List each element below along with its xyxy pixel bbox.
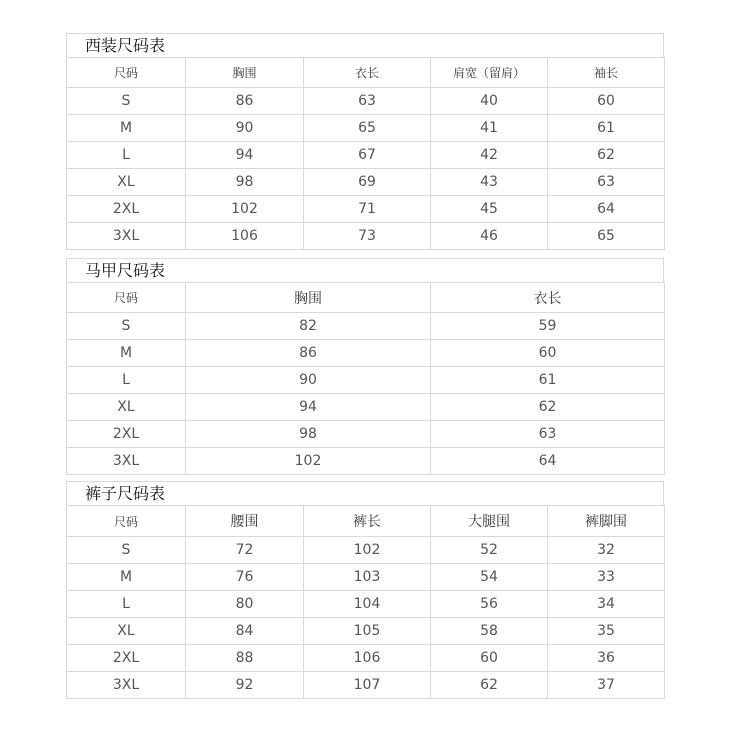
table-cell: 98: [186, 421, 431, 448]
table-cell: 92: [186, 672, 304, 699]
table-cell: 86: [186, 88, 304, 115]
table-row: [67, 142, 665, 169]
table-row: [67, 672, 665, 699]
table-cell: 69: [304, 169, 431, 196]
table-row: [67, 421, 665, 448]
table-cell: 45: [431, 196, 548, 223]
table-cell: 65: [304, 115, 431, 142]
table-cell: 62: [548, 142, 665, 169]
table-row: [67, 313, 665, 340]
table-cell: 65: [548, 223, 665, 250]
table-row: [67, 564, 665, 591]
table-cell: S: [67, 313, 186, 340]
table-cell: 37: [548, 672, 665, 699]
header-thigh: 大腿围: [431, 506, 548, 537]
table-cell: 90: [186, 115, 304, 142]
table-cell: S: [67, 88, 186, 115]
table-cell: 63: [304, 88, 431, 115]
table-cell: L: [67, 591, 186, 618]
table-cell: 67: [304, 142, 431, 169]
table-cell: 60: [431, 645, 548, 672]
header-pant-length: 裤长: [304, 506, 431, 537]
table-cell: 46: [431, 223, 548, 250]
table-row: [67, 591, 665, 618]
table-row: [67, 115, 665, 142]
table-cell: 94: [186, 142, 304, 169]
header-length: 衣长: [431, 283, 665, 313]
table-cell: M: [67, 564, 186, 591]
suit-size-table: [66, 57, 665, 250]
header-hem: 裤脚围: [548, 506, 665, 537]
table-cell: 2XL: [67, 645, 186, 672]
table-cell: 102: [186, 196, 304, 223]
table-cell: 63: [431, 421, 665, 448]
table-cell: 106: [186, 223, 304, 250]
table-cell: 33: [548, 564, 665, 591]
table-cell: 71: [304, 196, 431, 223]
header-length: 衣长: [304, 58, 431, 88]
table-cell: L: [67, 367, 186, 394]
table-cell: 62: [431, 672, 548, 699]
table-cell: 82: [186, 313, 431, 340]
table-cell: XL: [67, 169, 186, 196]
table-cell: 62: [431, 394, 665, 421]
table-cell: 94: [186, 394, 431, 421]
table-cell: 35: [548, 618, 665, 645]
table-row: [67, 394, 665, 421]
table-cell: 80: [186, 591, 304, 618]
table-row: [67, 223, 665, 250]
table-header-row: [67, 283, 665, 313]
table-cell: 2XL: [67, 421, 186, 448]
table-row: [67, 448, 665, 475]
table-row: [67, 367, 665, 394]
table-cell: 84: [186, 618, 304, 645]
table-header-row: [67, 58, 665, 88]
header-sleeve: 袖长: [548, 58, 665, 88]
table-row: [67, 169, 665, 196]
table-cell: 106: [304, 645, 431, 672]
table-cell: 88: [186, 645, 304, 672]
table-cell: 40: [431, 88, 548, 115]
table-cell: 43: [431, 169, 548, 196]
table-cell: 32: [548, 537, 665, 564]
table-cell: 41: [431, 115, 548, 142]
header-size: 尺码: [67, 283, 186, 313]
table-cell: 61: [548, 115, 665, 142]
table-cell: S: [67, 537, 186, 564]
table-cell: 3XL: [67, 448, 186, 475]
table-cell: 56: [431, 591, 548, 618]
header-shoulder: 肩宽（留肩）: [431, 58, 548, 88]
table-cell: 103: [304, 564, 431, 591]
table-cell: 63: [548, 169, 665, 196]
table-cell: 3XL: [67, 223, 186, 250]
table-cell: 105: [304, 618, 431, 645]
table-cell: 60: [431, 340, 665, 367]
table-row: [67, 537, 665, 564]
pants-section-title: 裤子尺码表: [66, 481, 664, 505]
table-cell: 73: [304, 223, 431, 250]
header-chest: 胸围: [186, 283, 431, 313]
table-cell: 54: [431, 564, 548, 591]
table-cell: 42: [431, 142, 548, 169]
table-cell: 90: [186, 367, 431, 394]
header-chest: 胸围: [186, 58, 304, 88]
table-cell: 36: [548, 645, 665, 672]
table-cell: 2XL: [67, 196, 186, 223]
table-cell: M: [67, 340, 186, 367]
table-cell: 102: [304, 537, 431, 564]
vest-section-title: 马甲尺码表: [66, 258, 664, 282]
table-cell: 61: [431, 367, 665, 394]
table-cell: 52: [431, 537, 548, 564]
table-cell: L: [67, 142, 186, 169]
header-size: 尺码: [67, 506, 186, 537]
header-size: 尺码: [67, 58, 186, 88]
table-cell: 59: [431, 313, 665, 340]
table-cell: 102: [186, 448, 431, 475]
table-row: [67, 196, 665, 223]
suit-section-title: 西装尺码表: [66, 33, 664, 57]
table-cell: XL: [67, 394, 186, 421]
table-row: [67, 618, 665, 645]
table-cell: 58: [431, 618, 548, 645]
table-row: [67, 340, 665, 367]
table-cell: 98: [186, 169, 304, 196]
pants-size-table: [66, 505, 665, 699]
table-cell: 64: [548, 196, 665, 223]
table-cell: XL: [67, 618, 186, 645]
table-cell: 60: [548, 88, 665, 115]
table-cell: 76: [186, 564, 304, 591]
table-cell: 3XL: [67, 672, 186, 699]
vest-size-table: [66, 282, 665, 475]
table-cell: 72: [186, 537, 304, 564]
table-header-row: [67, 506, 665, 537]
table-row: [67, 88, 665, 115]
table-cell: 104: [304, 591, 431, 618]
table-cell: M: [67, 115, 186, 142]
table-row: [67, 645, 665, 672]
table-cell: 34: [548, 591, 665, 618]
table-cell: 107: [304, 672, 431, 699]
table-cell: 86: [186, 340, 431, 367]
table-cell: 64: [431, 448, 665, 475]
header-waist: 腰围: [186, 506, 304, 537]
